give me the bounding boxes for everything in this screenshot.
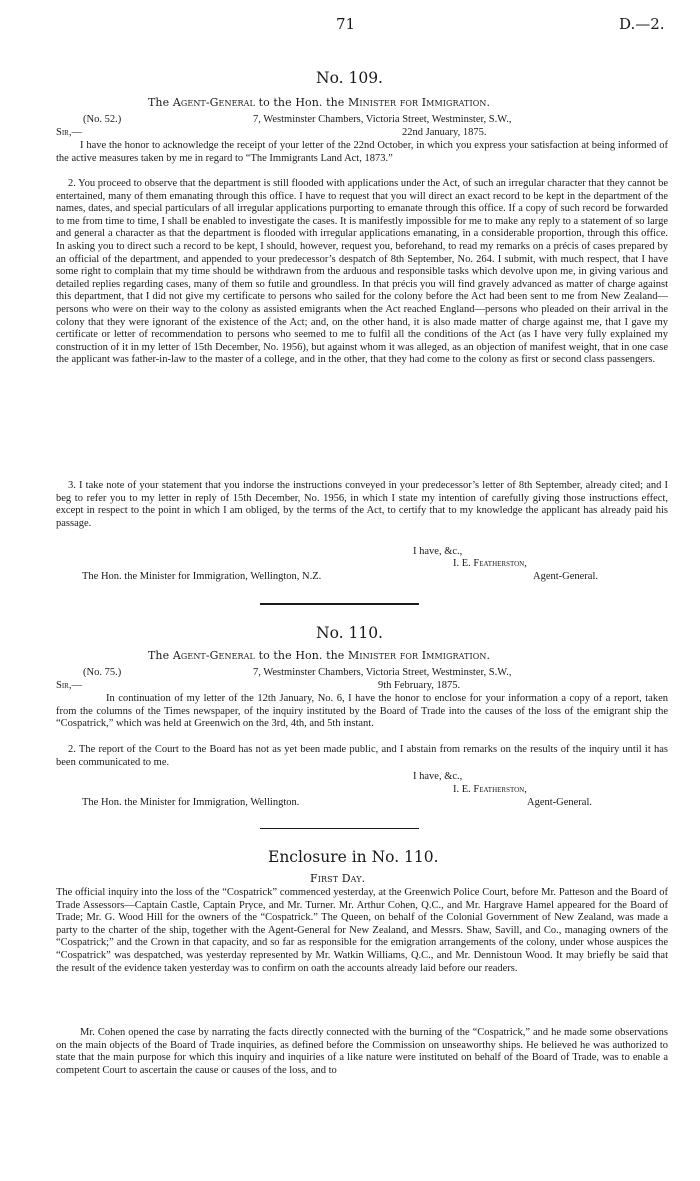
page-number: 71	[336, 15, 356, 33]
section-divider	[260, 603, 419, 605]
letter-110-title: No. 110.	[316, 624, 383, 642]
subtitle-mid: to the Hon. the	[258, 649, 345, 662]
letter-110-recipient: The Hon. the Minister for Immigration, Wellington.	[82, 797, 300, 808]
subtitle-sender: Agent-General	[172, 96, 255, 109]
subtitle-pre: The	[148, 96, 170, 109]
letter-109-signer: I. E. Featherston,	[453, 558, 527, 569]
letter-110-address: 7, Westminster Chambers, Victoria Street, Westminster, S.W.,	[253, 667, 512, 678]
letter-109-paragraph-2: 2. You proceed to observe that the department is still flooded with applications under the Act, of such an irregular character that they cannot be entertained, many of them emanating through this office. I have to request that you will direct an exact record to be kept in the department of the names, dates, and special particulars of all irregular applications purporting to emanate through this office. If a copy of such record be forwarded to me from time to time, I shall be enabled to investigate the cases. It is manifestly impossible for me to make any reply to a statement of so large and general a character as that the department is flooded with irregular applications emanating, in a considerable proportion, through this office. In asking you to direct such a record to be kept, I should, however, request you, beforehand, to read my remarks on a précis of cases prepared by an official of the department, and appended to your predecessor’s despatch of 8th September, No. 264. I submit, with much respect, that I have some right to complain that my time should be withdrawn from the arduous and responsible tasks which devolve upon me, in giving various and detailed replies regarding cases, many of them so futile and groundless. In that précis you will find gravely advanced as matter of charge against this department, that I did not give my certificate to persons who sailed for the colony before the Act had been sent to me from New Zealand—persons who were on their way to the colony as assisted emigrants when the Act reached England—persons who pleaded on their arrival in the colony that they were ignorant of the existence of the Act; and, on the other hand, it is also made matter of charge against me, that I gave my certificate or letter of recommendation to persons who seemed to me to fulfil all the conditions of the Act (as I have very fully explained my construction of it in my letter of 15th December, No. 1956), but against whom it was alleged, as an objection of manifest weight, that in one case the applicant was father-in-law to the master of a college, and in the other, that they had come to the colony as first or second class passengers.	[56, 178, 668, 366]
subtitle-recipient: Minister for Immigration.	[348, 96, 491, 109]
letter-110-signer-title: Agent-General.	[527, 797, 593, 808]
letter-109-paragraph-3: 3. I take note of your statement that you indorse the instructions conveyed in your predecessor’s letter of 8th September, already cited; and I beg to refer you to my letter in reply of 15th December, No. 1956, in which I state my intention of carefully giving those instructions effect, except in respect to the point in which I am obliged, by the terms of the Act, to certify that to my knowledge the applicant has already paid his passage.	[56, 480, 668, 529]
letter-110-salutation: Sir,—	[56, 680, 82, 691]
letter-109-address: 7, Westminster Chambers, Victoria Street, Westminster, S.W.,	[253, 114, 512, 125]
enclosure-subtitle: First Day.	[310, 872, 366, 885]
letter-109-title: No. 109.	[316, 69, 383, 87]
subtitle-mid: to the Hon. the	[258, 96, 345, 109]
letter-110-paragraph-1: In continuation of my letter of the 12th January, No. 6, I have the honor to enclose for your information a copy of a report, taken from the columns of the Times newspaper, of the inquiry instituted by the Board of Trade into the causes of the loss of the emigrant ship the “Cospatrick,” which was held at Greenwich on the 3rd, 4th, and 5th instant.	[56, 693, 668, 730]
enclosure-paragraph-1: The official inquiry into the loss of the “Cospatrick” commenced yesterday, at the Greenwich Police Court, before Mr. Patteson and the Board of Trade Assessors—Captain Castle, Captain Pryce, and Mr. Turner. Mr. Arthur Cohen, Q.C., and Mr. Hargrave Hamel appeared for the Board of Trade; Mr. G. Wood Hill for the owners of the “Cospatrick.” The Queen, on behalf of the Colonial Government of New Zealand, was made a party to the charter of the ship, together with the Agent-General for New Zealand, and Messrs. Shaw, Savill, and Co., managing owners of the “Cospatrick;” and the Crown in that capacity, and so far as responsible for the emigration arrangements of the colony, under whose auspices the “Cospatrick” was despatched, was yesterday represented by Mr. Watkin Williams, Q.C., and Mr. Dennistoun Wood. It may briefly be said that the result of the evidence taken yesterday was to confirm on oath the accounts already laid before our readers.	[56, 887, 668, 974]
letter-110-paragraph-2: 2. The report of the Court to the Board has not as yet been made public, and I abstain from remarks on the results of the inquiry until it has been communicated to me.	[56, 744, 668, 768]
letter-110-subtitle	[148, 649, 490, 662]
letter-109-paragraph-1: I have the honor to acknowledge the receipt of your letter of the 22nd October, in which you express your satisfaction at being informed of the active measures taken by me in regard to “The Immigrants Land Act, 1873.”	[56, 140, 668, 164]
letter-109-date: 22nd January, 1875.	[402, 127, 487, 138]
letter-109-salutation: Sir,—	[56, 127, 82, 138]
document-reference: D.—2.	[619, 15, 665, 33]
subtitle-recipient: Minister for Immigration.	[348, 649, 491, 662]
letter-110-signer: I. E. Featherston,	[453, 784, 527, 795]
letter-109-ref: (No. 52.)	[83, 114, 122, 125]
section-divider-thin	[260, 828, 419, 829]
letter-109-signer-title: Agent-General.	[533, 571, 599, 582]
subtitle-sender: Agent-General	[172, 649, 255, 662]
enclosure-paragraph-2: Mr. Cohen opened the case by narrating the facts directly connected with the burning of the “Cospatrick,” and he made some observations on the main objects of the Board of Trade inquiries, as defined before the Commission on unseaworthy ships. He believed he was authorized to state that the main purpose for which this inquiry and inquiries of a like nature were instituted on behalf of the Board of Trade, was to enable a competent Court to ascertain the cause or causes of the loss, and to	[56, 1027, 668, 1076]
letter-110-date: 9th February, 1875.	[378, 680, 461, 691]
enclosure-title: Enclosure in No. 110.	[268, 848, 439, 866]
letter-109-subtitle	[148, 96, 490, 109]
letter-109-recipient: The Hon. the Minister for Immigration, Wellington, N.Z.	[82, 571, 322, 582]
subtitle-pre: The	[148, 649, 170, 662]
letter-109-closing: I have, &c.,	[413, 546, 463, 557]
letter-110-closing: I have, &c.,	[413, 771, 463, 782]
letter-110-ref: (No. 75.)	[83, 667, 122, 678]
